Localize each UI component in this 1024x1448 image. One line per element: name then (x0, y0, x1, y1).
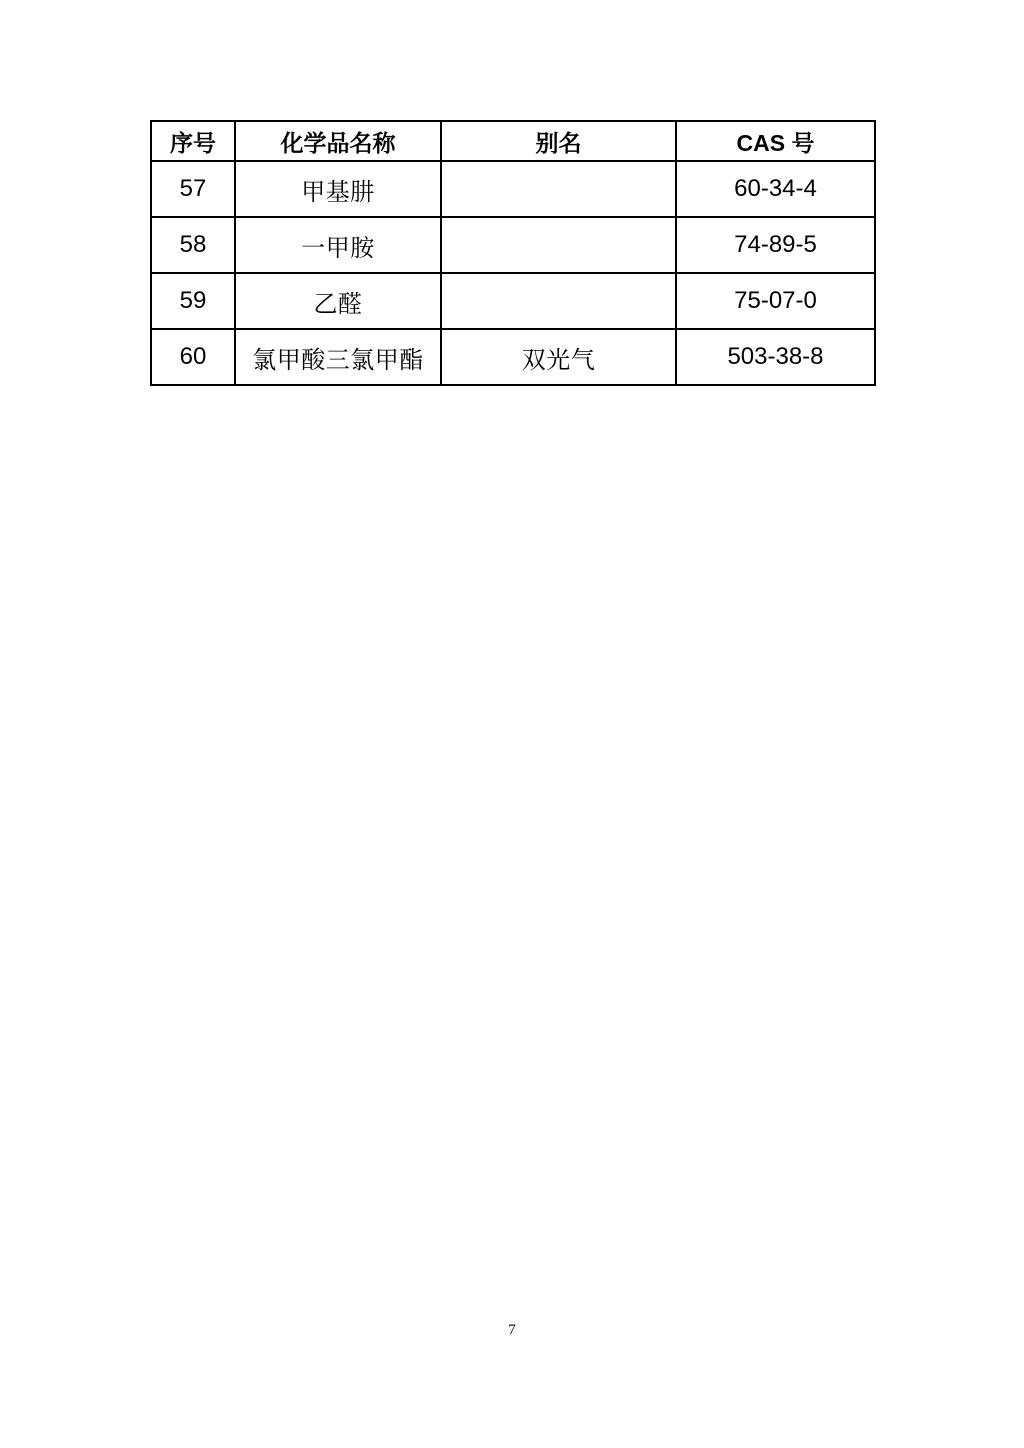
table-header-row (151, 121, 875, 161)
cell-index: 60 (151, 329, 235, 385)
cell-index: 57 (151, 161, 235, 217)
cell-alias (441, 273, 676, 329)
table-row (151, 161, 875, 217)
chemical-table (150, 120, 876, 386)
table-row (151, 329, 875, 385)
column-header-cas: CAS 号 (676, 121, 875, 161)
cell-name: 氯甲酸三氯甲酯 (235, 329, 441, 385)
cell-cas: 60-34-4 (676, 161, 875, 217)
column-header-alias: 别名 (441, 121, 676, 161)
column-header-index: 序号 (151, 121, 235, 161)
table-row (151, 217, 875, 273)
column-header-name: 化学品名称 (235, 121, 441, 161)
cell-alias (441, 161, 676, 217)
cell-alias: 双光气 (441, 329, 676, 385)
cell-name: 一甲胺 (235, 217, 441, 273)
cell-index: 59 (151, 273, 235, 329)
table-row (151, 273, 875, 329)
cell-name: 甲基肼 (235, 161, 441, 217)
page-number: 7 (508, 1322, 516, 1338)
cell-name: 乙醛 (235, 273, 441, 329)
cell-alias (441, 217, 676, 273)
cell-cas: 503-38-8 (676, 329, 875, 385)
cell-cas: 75-07-0 (676, 273, 875, 329)
cell-index: 58 (151, 217, 235, 273)
cell-cas: 74-89-5 (676, 217, 875, 273)
chemical-table-container (150, 120, 874, 386)
